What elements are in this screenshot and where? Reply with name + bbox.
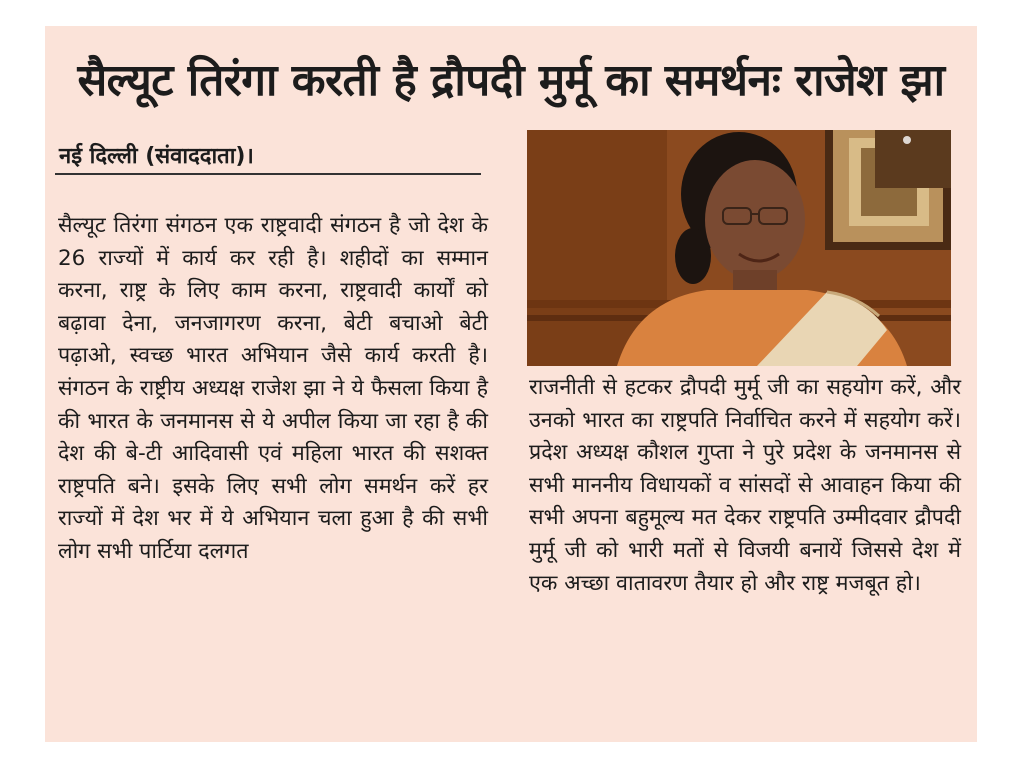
- article-right-column: राजनीती से हटकर द्रौपदी मुर्मू जी का सहयोग करें, और उनको भारत का राष्ट्रपति निर्वाचित करने में सहयोग करें। प्रदेश अध्यक्ष कौशल गुप्ता ने पुरे प्रदेश के जनमानस से सभी माननीय विधायकों व सांसदों से आवाहन किया की सभी अपना बहुमूल्य मत देकर राष्ट्रपति उम्मीदवार द्रौपदी मुर्मू जी को भारी मतों से विजयी बनायें जिससे देश में एक अच्छा वातावरण तैयार हो और राष्ट्र मजबूत हो।: [529, 375, 961, 596]
- article-left-column: सैल्यूट तिरंगा संगठन एक राष्ट्रवादी संगठन है जो देश के 26 राज्यों में कार्य कर रही है। शहीदों का सम्मान करना, राष्ट्र के लिए काम करना, राष्ट्रवादी कार्यों को बढ़ावा देना, जनजागरण करना, बेटी बचाओ बेटी पढ़ाओ, स्वच्छ भारत अभियान जैसे कार्य करती है। संगठन के राष्ट्रीय अध्यक्ष राजेश झा ने ये फैसला किया है की भारत के जनमानस से ये अपील किया जा रहा है की देश की बे-टी आदिवासी एवं महिला भारत की सशक्त राष्ट्रपति बने। इसके लिए सभी लोग समर्थन करें हर राज्यों में देश भर में ये अभियान चला हुआ है की सभी लोग सभी पार्टिया दलगत: [58, 213, 488, 564]
- newspaper-clipping: [45, 26, 977, 742]
- news-photo: [527, 130, 951, 366]
- headline: सैल्यूट तिरंगा करती है द्रौपदी मुर्मू का समर्थनः राजेश झा: [77, 55, 945, 106]
- dateline-divider: [55, 173, 481, 175]
- dateline: नई दिल्ली (संवाददाता)।: [59, 144, 254, 169]
